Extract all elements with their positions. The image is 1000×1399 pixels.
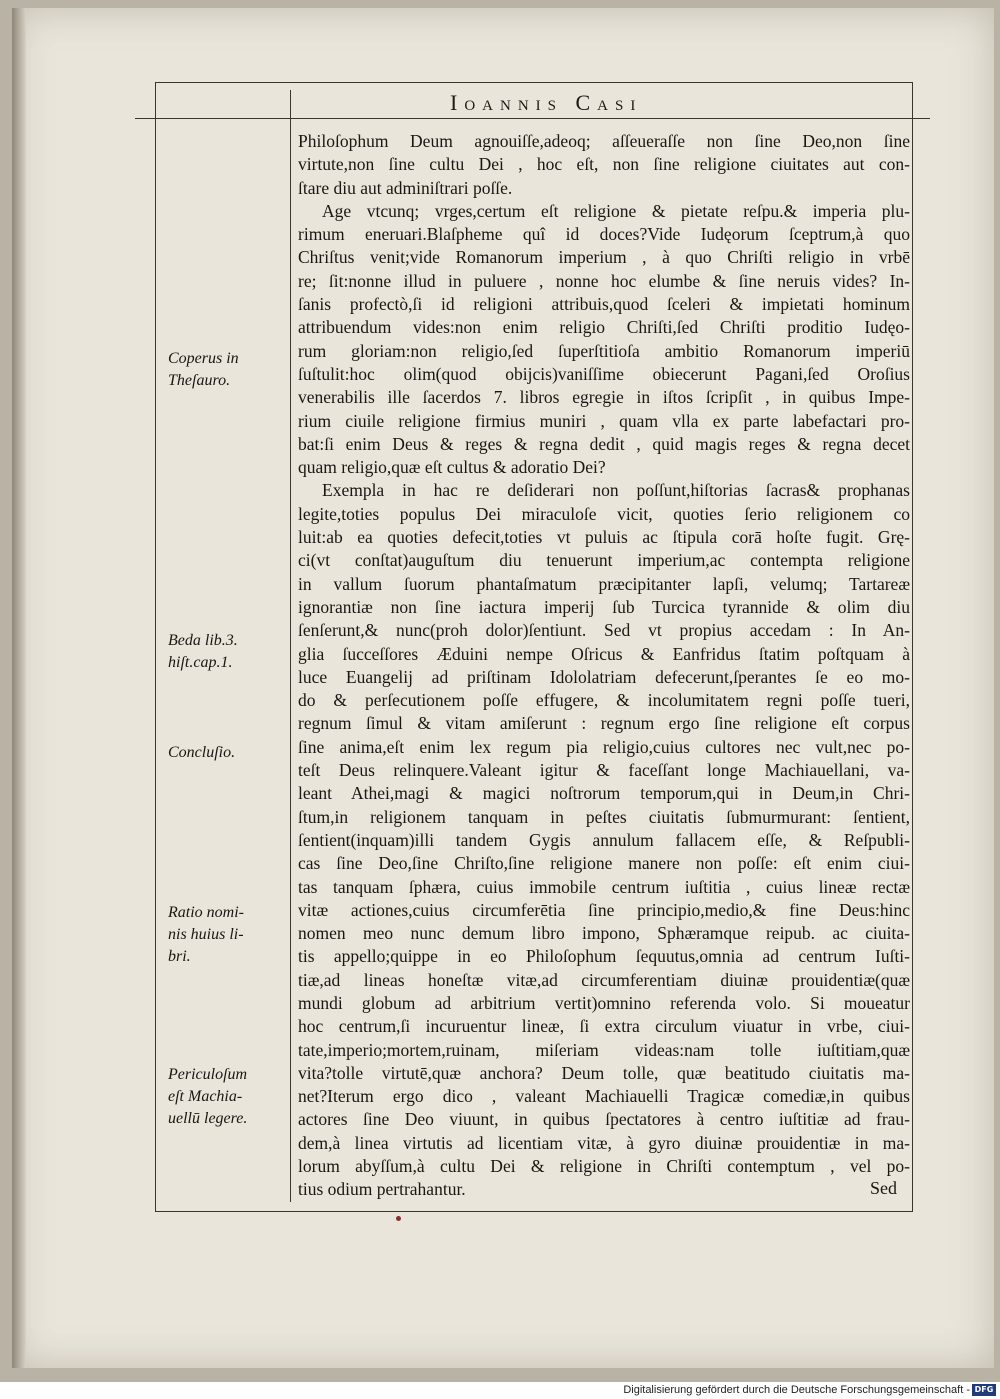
- body-line: nomen meo nunc demum libro impono, Sphæramque reipub. ac ciuita-: [298, 923, 910, 944]
- margin-note-line: Beda lib.3.: [168, 632, 238, 649]
- body-line: ſenſerunt,& nunc(proh dolor)ſentiunt. Sed vt propius accedam : In An-: [298, 620, 910, 641]
- body-line: ſentient(inquam)illi tandem Gygis annulum fallacem eſſe, & Reſpubli-: [298, 829, 910, 850]
- margin-note-periculosum: [168, 1064, 286, 1130]
- margin-note-line: Theſauro.: [168, 372, 231, 389]
- body-line: regnum ſimul & vitam amiſerunt : regnum ergo ſine religione eſt corpus: [298, 713, 910, 734]
- header-rule: [135, 118, 930, 119]
- body-line: tius odium pertrahantur.: [298, 1179, 466, 1200]
- margin-note-ratio-nominis: [168, 902, 286, 968]
- body-line: actores ſine Deo viuunt, in quibus ſpectatores à centro iuſtitiæ ad frau-: [298, 1109, 910, 1130]
- body-line: Age vtcunq; vrges,certum eſt religione & pietate reſpu.& imperia plu-: [322, 200, 910, 221]
- body-line: dem,à linea virtutis ad licentiam vitæ, à gyro diuinæ prouidentiæ in ma-: [298, 1132, 910, 1153]
- body-line: ignorantiæ non ſine iactura imperij ſub Turcica tyrannide & olim diu: [298, 596, 910, 617]
- margin-note-line: eſt Machia-: [168, 1088, 243, 1105]
- body-line: glia ſucceſſores Æduini nempe Oſricus & Eanfridus ſtatim poſtquam à: [298, 643, 910, 664]
- running-head: Ioannis Casi: [450, 90, 643, 115]
- margin-note-conclusio: [168, 742, 286, 764]
- body-line: teſt Deus relinquere.Valeant igitur & faceſſant longe Machiauellani, va-: [298, 760, 910, 781]
- body-line: luce Euangelij ad priſtinam Idololatriam defecerunt,ſperantes ſe eo mo-: [298, 666, 910, 687]
- body-line: rum gloriam:non religio,ſed ſuperſtitioſa ambitio Romanorum imperiū: [298, 340, 910, 361]
- body-line: ſtum,in religionem tanquam in peſtes ciuitatis ſubmurmurant: ſentient,: [298, 806, 910, 827]
- dfg-logo: DFG: [972, 1384, 996, 1396]
- body-line: ſine anima,eſt enim lex regum pia religio,cuius cultores nec vult,nec po-: [298, 736, 910, 757]
- body-line: Chriſtus venit;vide Romanorum imperium , à quo Chriſti religio in vrbē: [298, 247, 910, 268]
- margin-divider: [290, 90, 291, 1202]
- body-line: tis appello;quippe in eo Philoſophum ſequutus,omnia ad centrum Iuſti-: [298, 946, 910, 967]
- body-line: cas ſine Deo,ſine Chriſto,ſine religione manere non poſſe: eſt enim ciui-: [298, 853, 910, 874]
- margin-note-line: uellū legere.: [168, 1110, 248, 1127]
- body-line: ci(vt conſtat)auguſtum diu tenuerunt imperium,ac contempta religione: [298, 550, 910, 571]
- body-line: rium ciuile religione firmius muniri , quam vlla ex parte labefactari pro-: [298, 410, 910, 431]
- body-line: tas tanquam ſphæra, cuius immobile centrum iuſtitia , cuius lineæ rectæ: [298, 876, 910, 897]
- body-line: luit:ab ea quoties defecit,toties vt puluis ac ſtipula corā hoſte fugit. Grę-: [298, 527, 910, 548]
- body-line: venerabilis ille ſacerdos 7. libros egregie in iſtos ſcripſit , in quibus Impe-: [298, 387, 910, 408]
- margin-note-line: hiſt.cap.1.: [168, 654, 233, 671]
- margin-note-line: Periculoſum: [168, 1066, 248, 1083]
- body-line: Philoſophum Deum agnouiſſe,adeoq; aſſeueraſſe non ſine Deo,non ſine: [298, 131, 910, 151]
- margin-note-line: Concluſio.: [168, 744, 236, 761]
- body-line: re; ſit:nonne illud in puluere , nonne hoc elumbe & ſine neruis vides? In-: [298, 270, 910, 291]
- body-line: ſtare diu aut adminiſtrari poſſe.: [298, 177, 513, 198]
- body-line: legite,toties populus Dei miraculoſe vicit, quoties ſerio religionem co: [298, 503, 910, 524]
- margin-note-line: nis huius li-: [168, 926, 244, 943]
- body-line: lorum abyſſum,à cultu Dei & religione in Chriſti contemptum , vel po-: [298, 1156, 910, 1177]
- margin-note-coperus: [168, 348, 286, 392]
- body-line: leant Athei,magi & magici noſtrorum temporum,qui in Deum,in Chri-: [298, 783, 910, 804]
- body-line: tiæ,ad lineas honeſtæ vitæ,ad circumferentiam diuinæ prouidentiæ(quæ: [298, 969, 910, 990]
- body-line: ſanis profectò,ſi id religioni attribuis,quod ſceleri & impietati hominum: [298, 294, 910, 315]
- catchword: Sed: [870, 1178, 897, 1198]
- body-line: net?Iterum ergo dico , valeant Machiauelli Tragicæ comediæ,in quibus: [298, 1086, 910, 1107]
- body-text: [298, 130, 910, 1202]
- margin-note-line: Coperus in: [168, 350, 239, 367]
- body-line: bat:ſi enim Deus & reges & regna dedit , quid magis reges & regna decet: [298, 433, 910, 454]
- body-line: ſuſtulit:hoc olim(quod obijcis)vaniſſime obiecerunt Pagani,ſed Oroſius: [298, 363, 910, 384]
- body-line: tate,imperio;mortem,ruinam, miſeriam videas:nam tolle iuſtitiam,quæ: [298, 1039, 910, 1060]
- body-line: Exempla in hac re deſiderari non poſſunt,hiſtorias ſacras& prophanas: [322, 480, 910, 501]
- body-line: mundi globum ad arbitrium vertit)omnino referenda volo. Si moueatur: [298, 992, 910, 1013]
- body-line: rimum eneruari.Blaſpheme quî id doces?Vide Iudęorum ſceptrum,à quo: [298, 224, 910, 245]
- body-line: quam religio,quæ eſt cultus & adoratio Dei?: [298, 457, 606, 478]
- book-spine: [12, 8, 26, 1368]
- body-line: vita?tolle virtutē,quæ anchora? Deum tolle, quæ beatitudo ciuitatis ma-: [298, 1062, 910, 1083]
- body-line: vitæ actiones,cuius circumferētia ſine principio,medio,& fine Deus:hinc: [298, 899, 910, 920]
- ink-dot: [396, 1216, 401, 1221]
- margin-note-line: bri.: [168, 948, 191, 965]
- footer-credit: Digitalisierung gefördert durch die Deutsche Forschungsgemeinschaft -: [623, 1384, 970, 1396]
- body-line: in vallum ſuorum phantaſmatum præcipitanter lapſi, velumq; Tartareæ: [298, 573, 910, 594]
- body-line: attribuendum vides:non enim religio Chriſti,ſed Chriſti proditio Iudęo-: [298, 317, 910, 338]
- margin-note-line: Ratio nomi-: [168, 904, 244, 921]
- margin-note-beda: [168, 630, 286, 674]
- body-line: do & perſecutionem poſſe effugere, & incolumitatem regni poſſe tueri,: [298, 690, 910, 711]
- body-line: virtute,non ſine cultu Dei , hoc eſt, non ſine religione ciuitates aut con-: [298, 154, 910, 175]
- body-line: hoc centrum,ſi incuruentur lineæ, ſi extra circulum viuatur in vrbe, ciui-: [298, 1016, 910, 1037]
